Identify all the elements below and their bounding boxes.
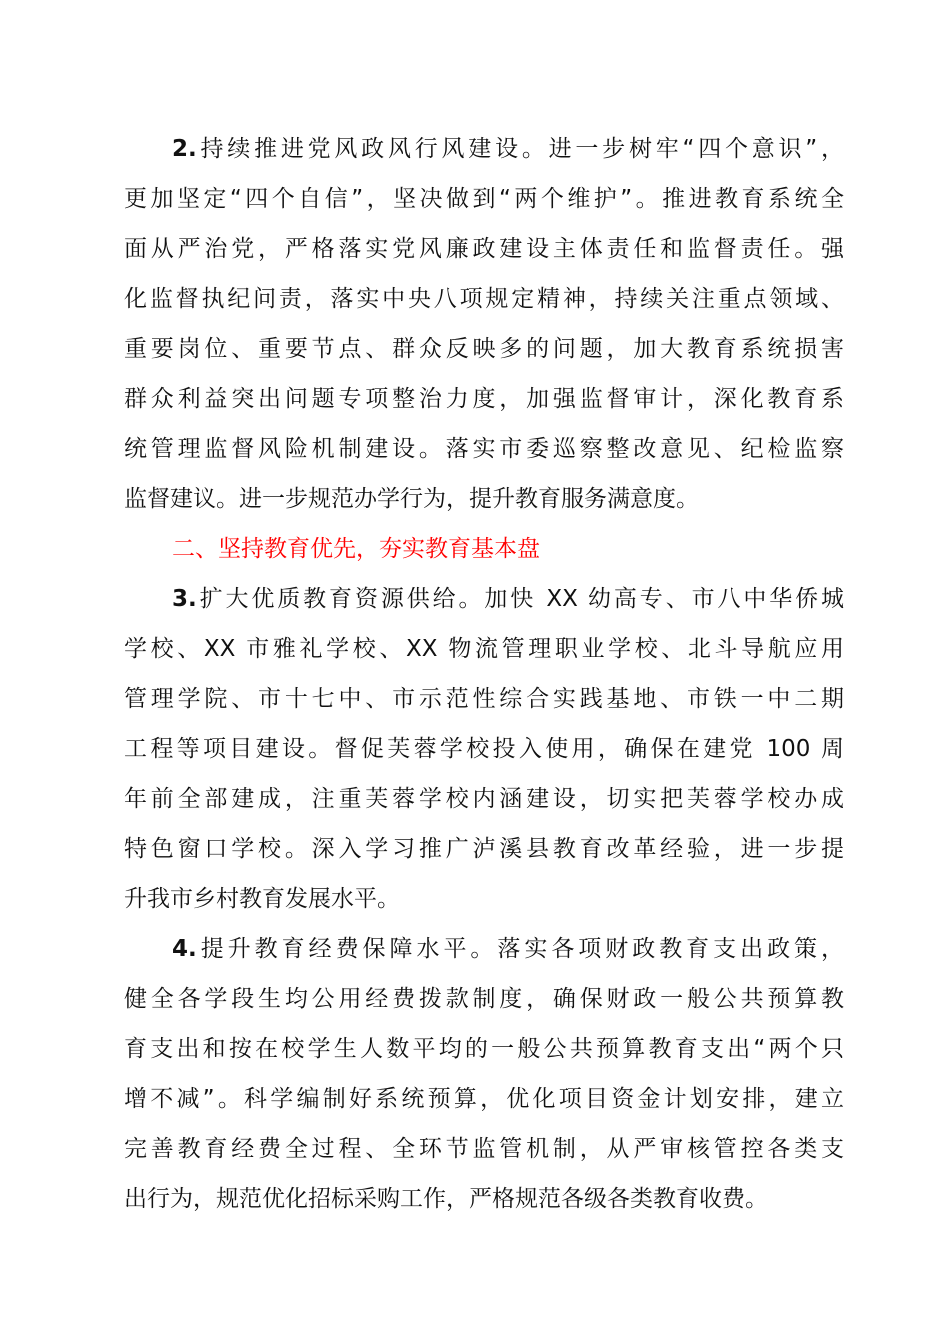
paragraph-line: 育支出和按在校学生人数平均的一般公共预算教育支出“两个只 — [124, 1036, 844, 1062]
paragraph-line: 管理学院、市十七中、市示范性综合实践基地、市铁一中二期 — [124, 686, 844, 712]
paragraph-line — [172, 131, 844, 167]
section-heading: 二、坚持教育优先，夯实教育基本盘 — [172, 536, 540, 562]
line-text: 提升教育经费保障水平。落实各项财政教育支出政策， — [196, 936, 844, 962]
paragraph-line: 年前全部建成，注重芙蓉学校内涵建设，切实把芙蓉学校办成 — [124, 786, 844, 812]
paragraph-line: 增不减”。科学编制好系统预算，优化项目资金计划安排，建立 — [124, 1086, 844, 1112]
paragraph-line: 监督建议。进一步规范办学行为，提升教育服务满意度。 — [124, 486, 699, 512]
paragraph-line: 工程等项目建设。督促芙蓉学校投入使用，确保在建党 100 周 — [124, 736, 844, 762]
paragraph-line: 群众利益突出问题专项整治力度，加强监督审计，深化教育系 — [124, 386, 844, 412]
paragraph-line: 升我市乡村教育发展水平。 — [124, 886, 400, 912]
paragraph-line: 特色窗口学校。深入学习推广泸溪县教育改革经验，进一步提 — [124, 836, 844, 862]
paragraph-line: 完善教育经费全过程、全环节监管机制，从严审核管控各类支 — [124, 1136, 844, 1162]
line-text: 扩大优质教育资源供给。加快 XX 幼高专、市八中华侨城 — [196, 586, 844, 612]
paragraph-line — [172, 581, 844, 617]
paragraph-line: 学校、XX 市雅礼学校、XX 物流管理职业学校、北斗导航应用 — [124, 636, 844, 662]
paragraph-line: 重要岗位、重要节点、群众反映多的问题，加大教育系统损害 — [124, 336, 844, 362]
paragraph-line — [172, 931, 844, 967]
paragraph-line: 健全各学段生均公用经费拨款制度，确保财政一般公共预算教 — [124, 986, 844, 1012]
paragraph-line: 面从严治党，严格落实党风廉政建设主体责任和监督责任。强 — [124, 236, 844, 262]
item-number: 3. — [172, 586, 197, 612]
item-number: 4. — [172, 936, 197, 962]
paragraph-line: 出行为，规范优化招标采购工作，严格规范各级各类教育收费。 — [124, 1186, 768, 1212]
paragraph-line: 更加坚定“四个自信”，坚决做到“两个维护”。推进教育系统全 — [124, 186, 844, 212]
item-number: 2. — [172, 136, 197, 162]
paragraph-line: 化监督执纪问责，落实中央八项规定精神，持续关注重点领域、 — [124, 286, 844, 312]
paragraph-line: 统管理监督风险机制建设。落实市委巡察整改意见、纪检监察 — [124, 436, 844, 462]
line-text: 持续推进党风政风行风建设。进一步树牢“四个意识”， — [196, 136, 844, 162]
